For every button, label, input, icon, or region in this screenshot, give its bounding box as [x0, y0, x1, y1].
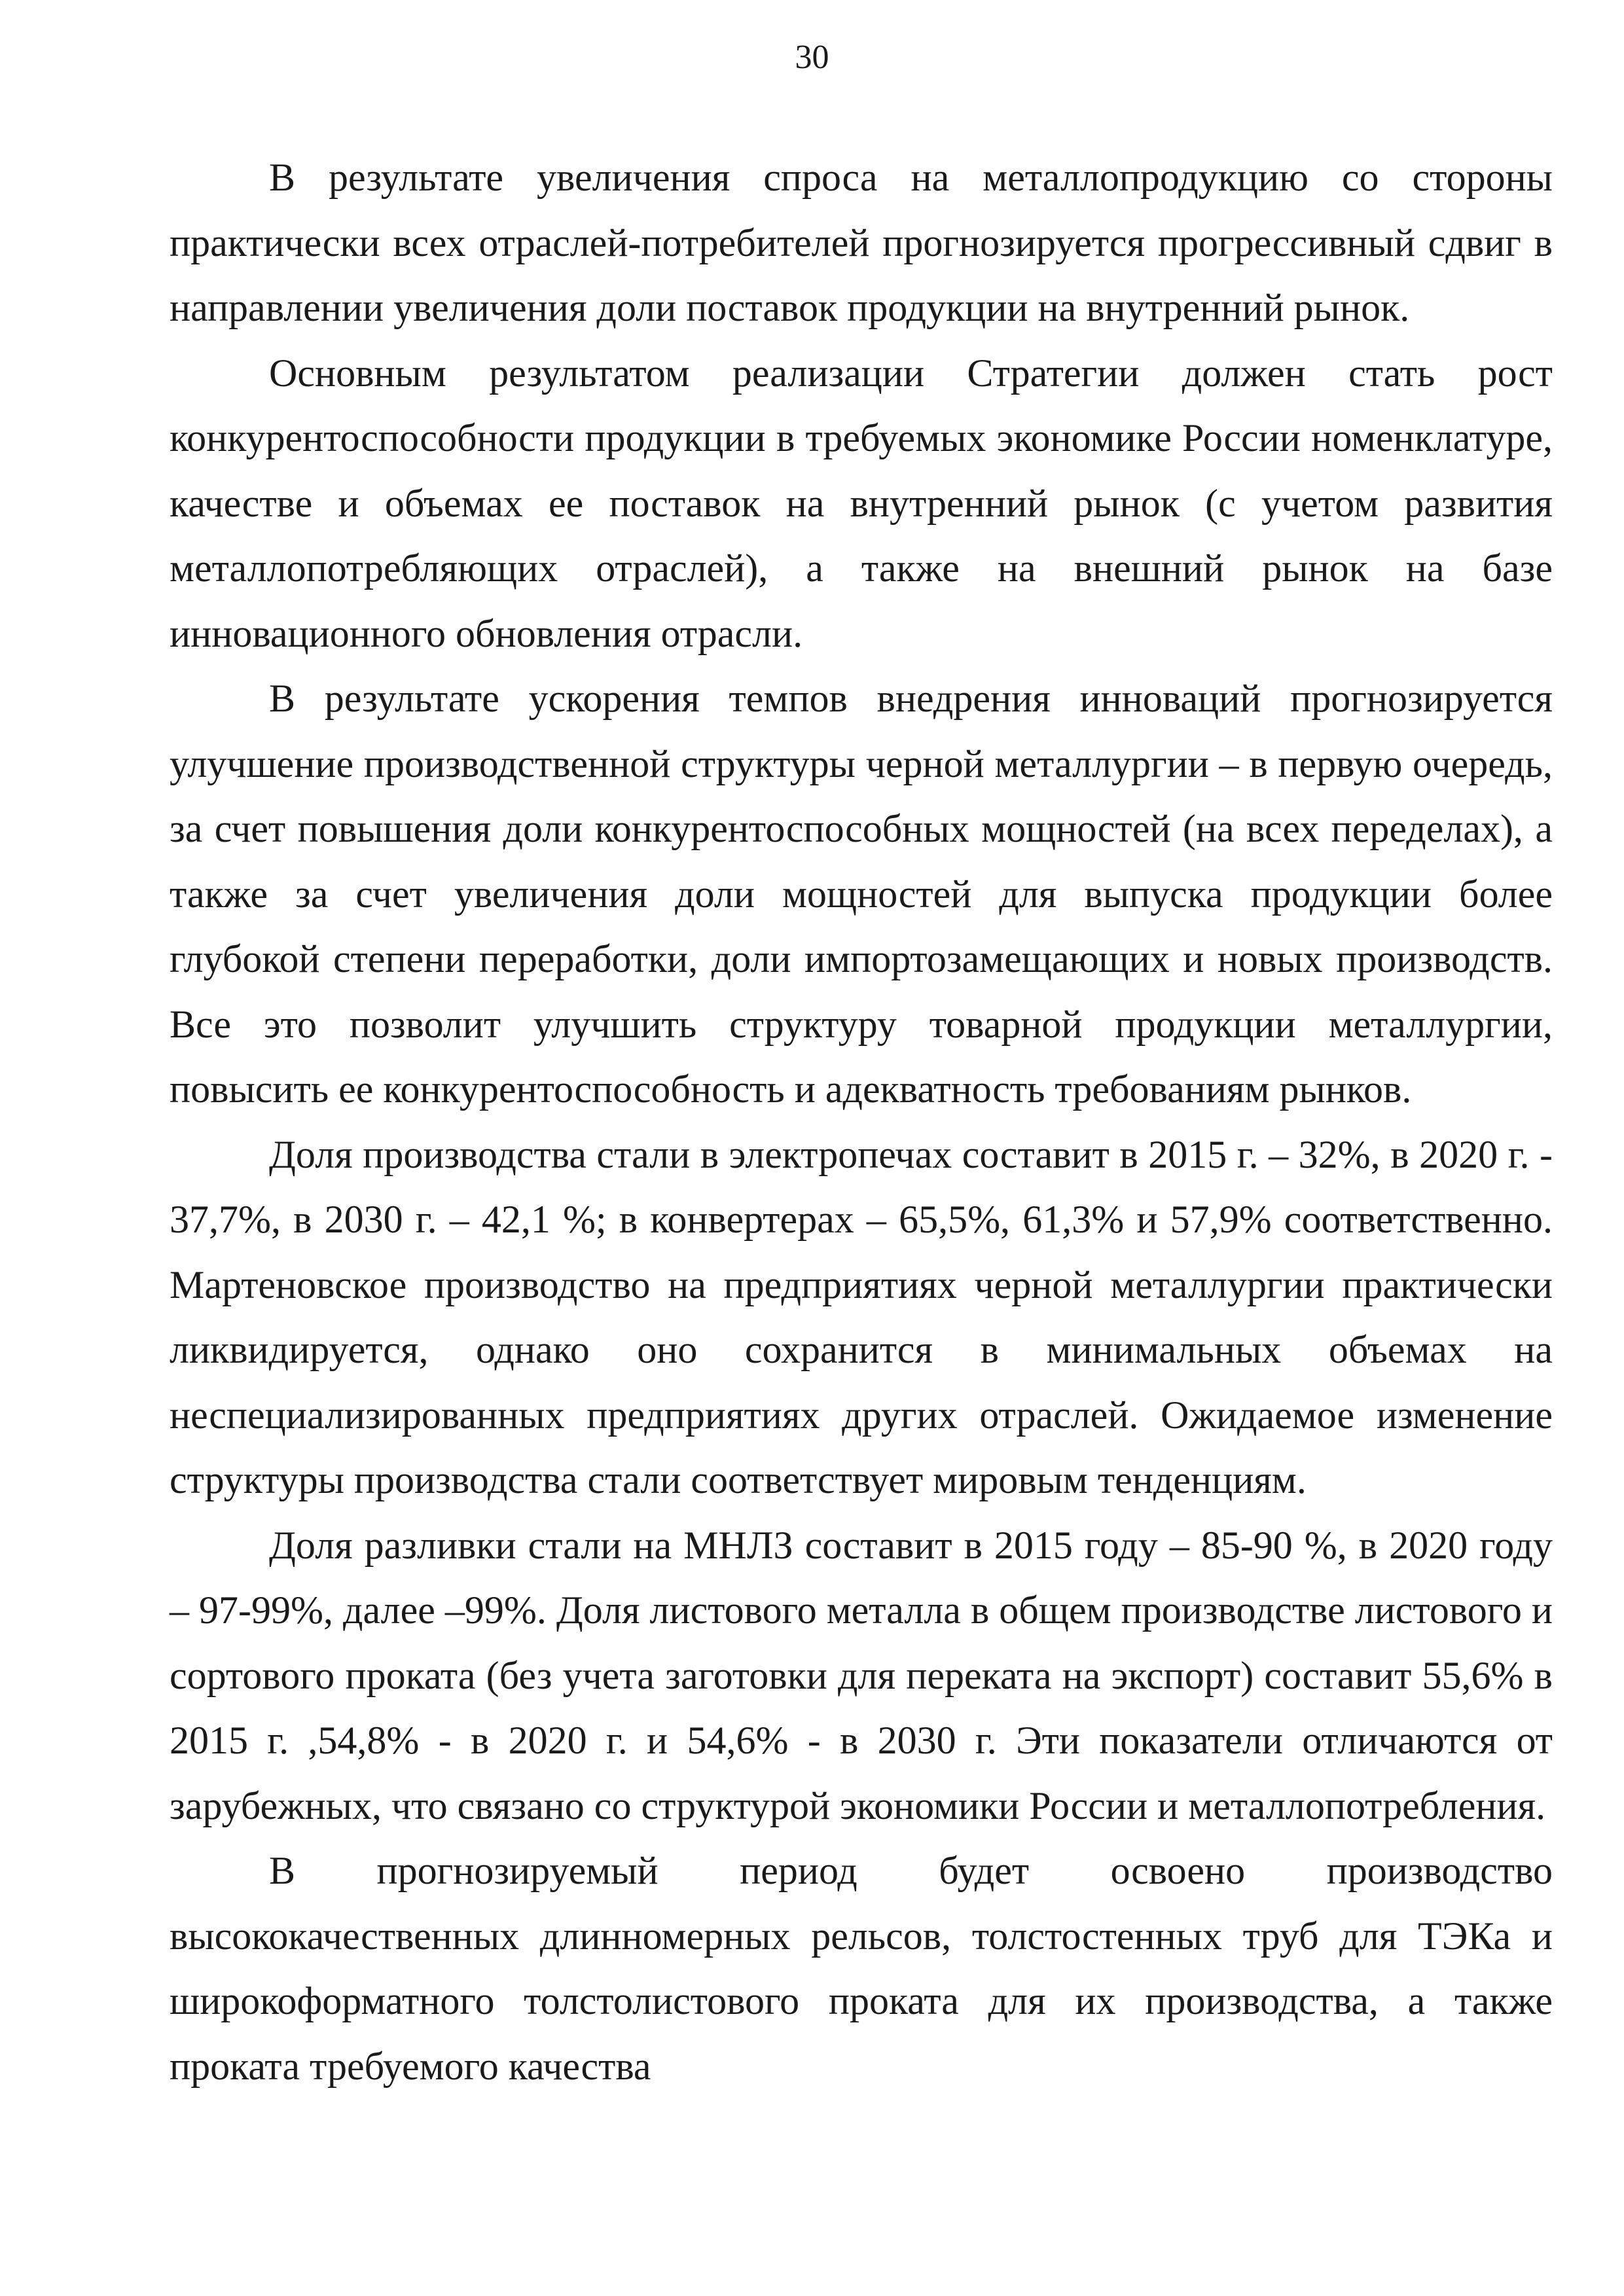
- paragraph: Основным результатом реализации Стратегии должен стать рост конкурентоспособности продукции в требуемых экономике России номенклатуре, качестве и объемах ее поставок на внутренний рынок (с учетом развития металлопотребляющих отраслей), а также на внешний рынок на базе инновационного обновления отрасли.: [170, 351, 1553, 655]
- page-number: 30: [795, 39, 829, 76]
- paragraph: В результате ускорения темпов внедрения инноваций прогнозируется улучшение производственной структуры черной металлургии – в первую очередь, за счет повышения доли конкурентоспособных мощностей (на всех переделах), а также за счет увеличения доли мощностей для выпуска продукции более глубокой степени переработки, доли импортозамещающих и новых производств. Все это позволит улучшить структуру товарной продукции металлургии, повысить ее конкурентоспособность и адекватность требованиям рынков.: [170, 677, 1553, 1111]
- paragraph: В прогнозируемый период будет освоено производство высококачественных длинномерных рельсов, толстостенных труб для ТЭКа и широкоформатного толстолистового проката для их производства, а также проката требуемого качества: [170, 1849, 1553, 2088]
- document-body: [170, 145, 1553, 2099]
- paragraph: Доля разливки стали на МНЛЗ составит в 2015 году – 85-90 %, в 2020 году – 97-99%, далее –99%. Доля листового металла в общем производстве листового и сортового проката (без учета заготовки для переката на экспорт) составит 55,6% в 2015 г. ,54,8% - в 2020 г. и 54,6% - в 2030 г. Эти показатели отличаются от зарубежных, что связано со структурой экономики России и металлопотребления.: [170, 1523, 1553, 1827]
- paragraph: Доля производства стали в электропечах составит в 2015 г. – 32%, в 2020 г. - 37,7%, в 2030 г. – 42,1 %; в конвертерах – 65,5%, 61,3% и 57,9% соответственно. Мартеновское производство на предприятиях черной металлургии практически ликвидируется, однако оно сохранится в минимальных объемах на неспециализированных предприятиях других отраслей. Ожидаемое изменение структуры производства стали соответствует мировым тенденциям.: [170, 1132, 1553, 1501]
- paragraph: В результате увеличения спроса на металлопродукцию со стороны практически всех отраслей-потребителей прогнозируется прогрессивный сдвиг в направлении увеличения доли поставок продукции на внутренний рынок.: [170, 156, 1553, 329]
